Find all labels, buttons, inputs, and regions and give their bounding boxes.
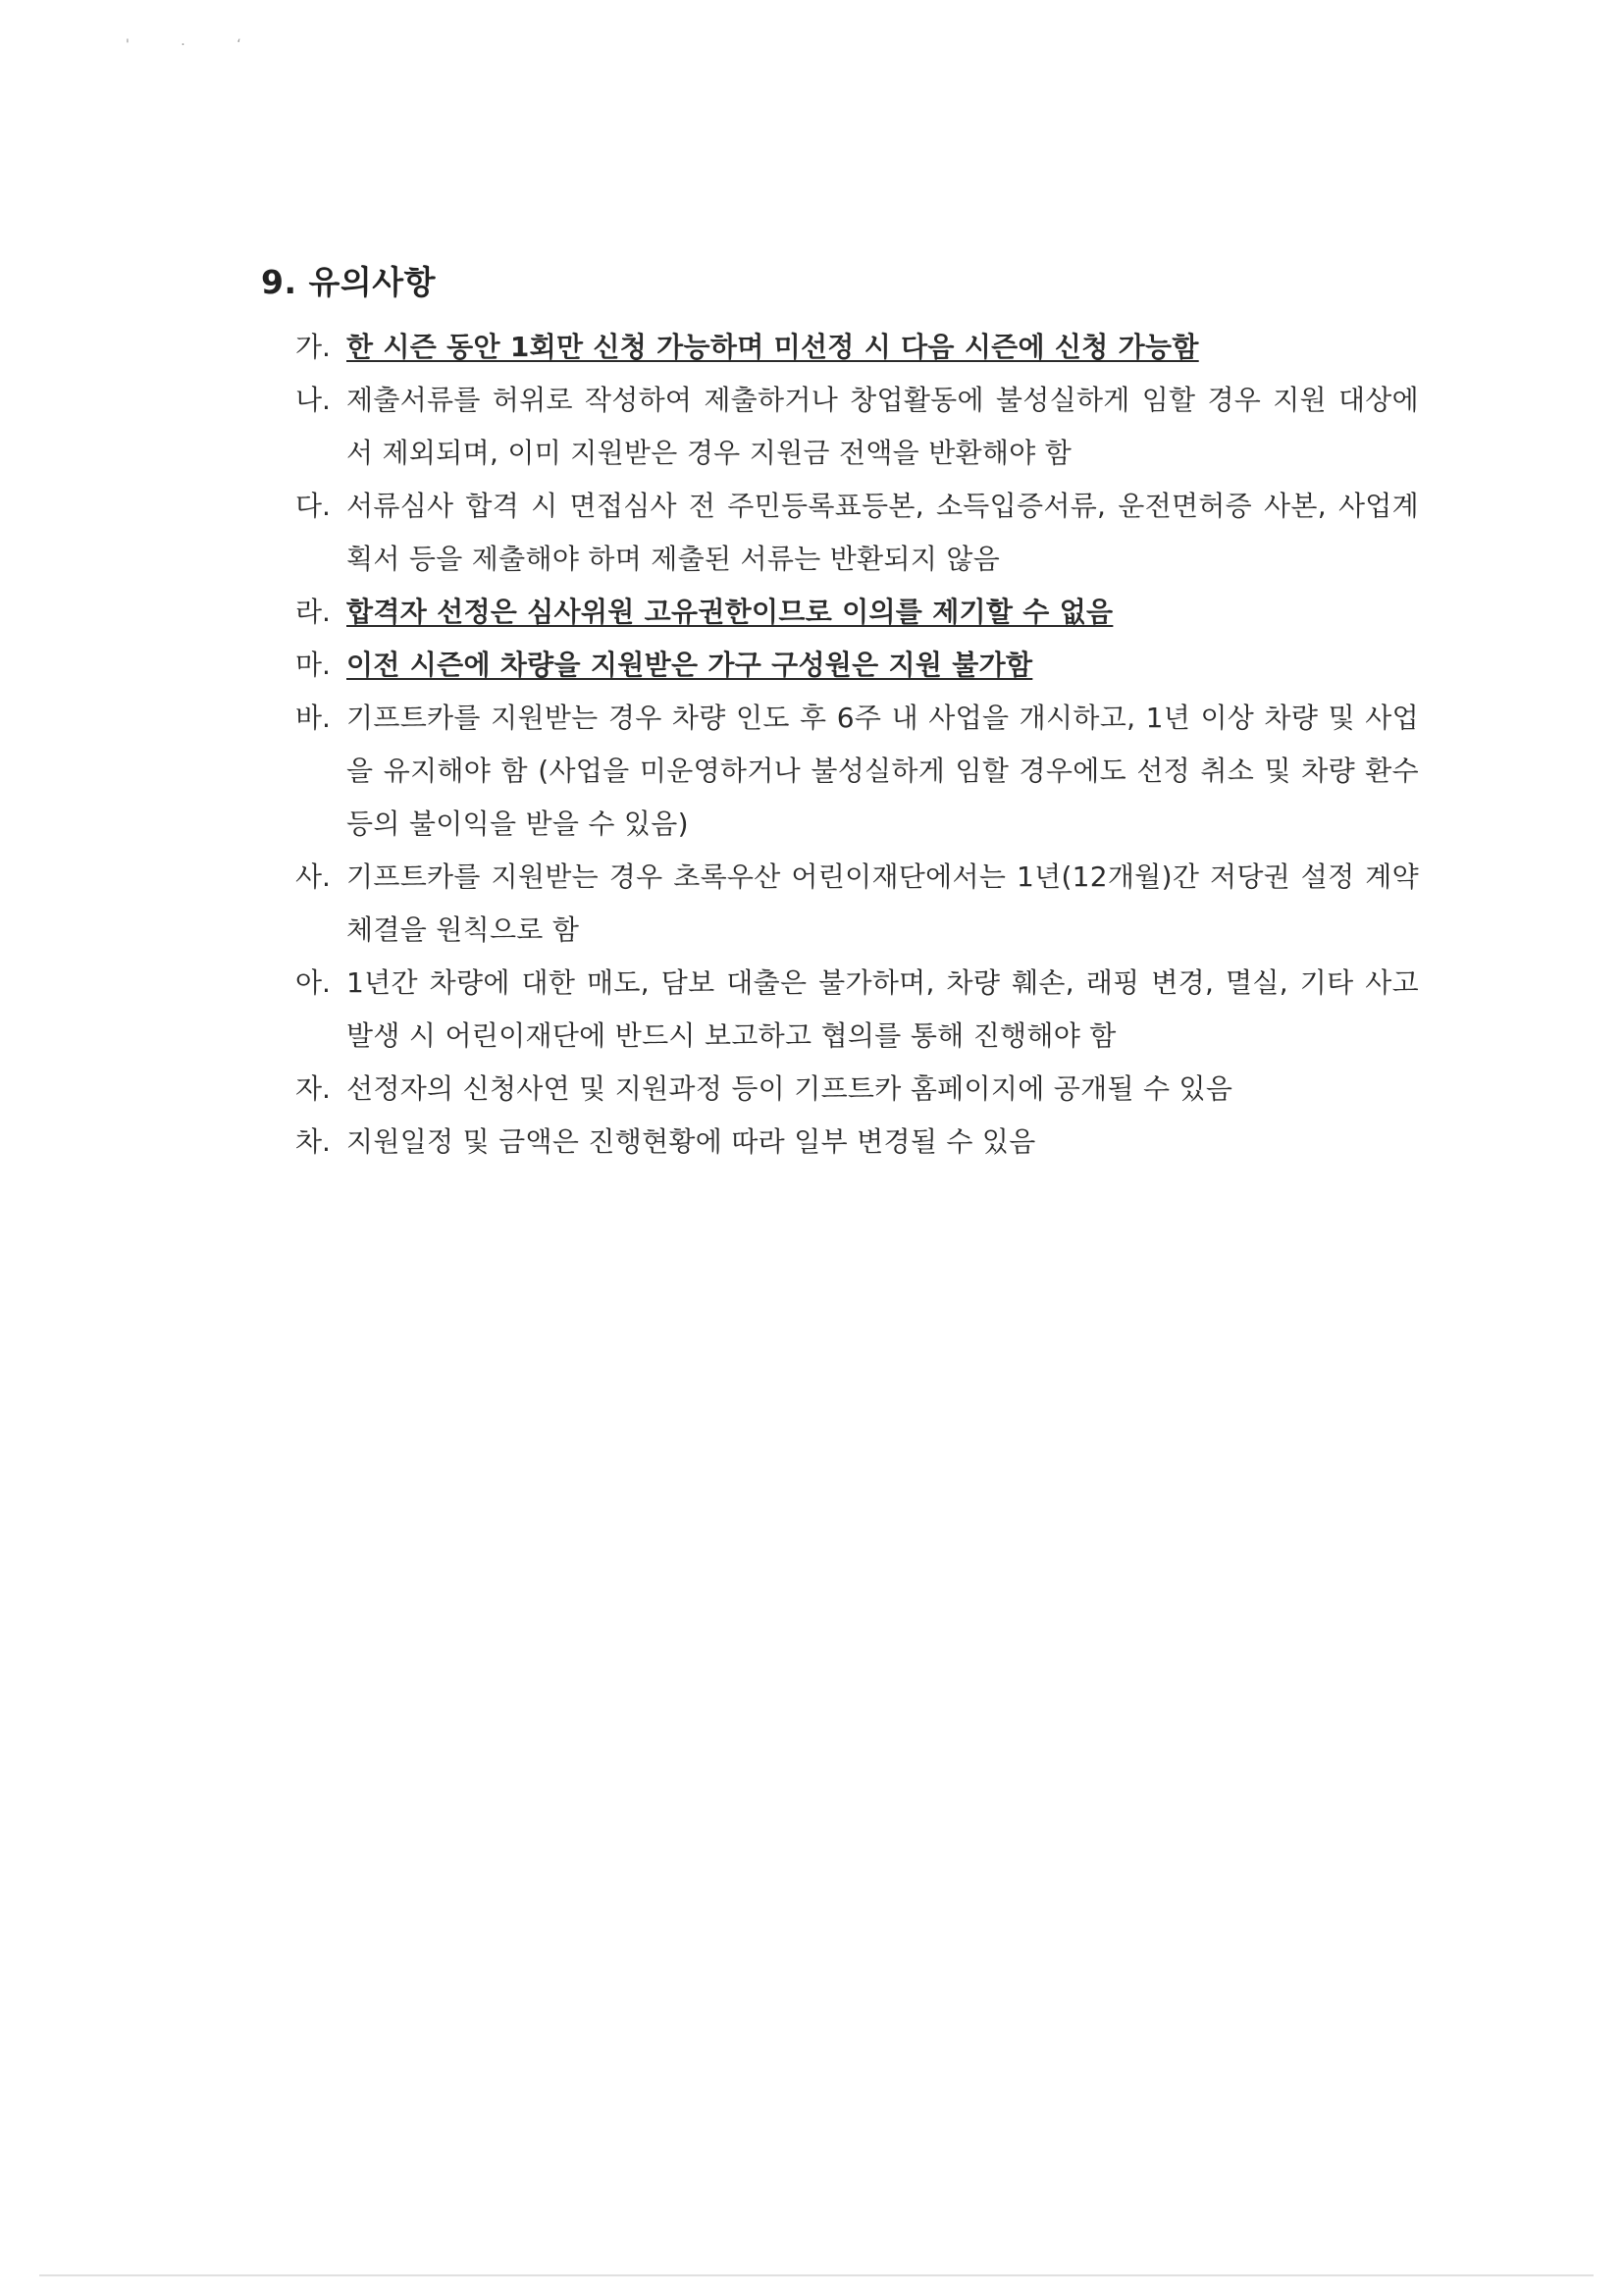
item-marker: 마. bbox=[295, 649, 331, 681]
notice-section bbox=[261, 257, 1419, 1169]
notice-list bbox=[261, 321, 1419, 1169]
item-text: 선정자의 신청사연 및 지원과정 등이 기프트카 홈페이지에 공개될 수 있음 bbox=[346, 1072, 1233, 1105]
notice-item bbox=[295, 639, 1419, 692]
item-text-emphasized: 이전 시즌에 차량을 지원받은 가구 구성원은 지원 불가함 bbox=[346, 649, 1033, 681]
notice-item bbox=[295, 586, 1419, 639]
item-text: 기프트카를 지원받는 경우 차량 인도 후 6주 내 사업을 개시하고, 1년 이상 차량 및 사업을 유지해야 함 (사업을 미운영하거나 불성실하게 임할 경우에도 선정 취소 및 차량 환수 등의 불이익을 받을 수 있음) bbox=[346, 702, 1419, 840]
item-text: 지원일정 및 금액은 진행현황에 따라 일부 변경될 수 있음 bbox=[346, 1125, 1036, 1158]
notice-item bbox=[295, 374, 1419, 480]
item-text: 1년간 차량에 대한 매도, 담보 대출은 불가하며, 차량 훼손, 래핑 변경, 멸실, 기타 사고 발생 시 어린이재단에 반드시 보고하고 협의를 통해 진행해야 함 bbox=[346, 966, 1419, 1052]
notice-item bbox=[295, 321, 1419, 374]
notice-item bbox=[295, 692, 1419, 851]
section-title: 9. 유의사항 bbox=[261, 263, 436, 301]
notice-item bbox=[295, 957, 1419, 1063]
item-text-emphasized: 합격자 선정은 심사위원 고유권한이므로 이의를 제기할 수 없음 bbox=[346, 596, 1114, 628]
notice-item bbox=[295, 480, 1419, 586]
item-marker: 라. bbox=[295, 596, 331, 628]
item-text: 서류심사 합격 시 면접심사 전 주민등록표등본, 소득입증서류, 운전면허증 사본, 사업계획서 등을 제출해야 하며 제출된 서류는 반환되지 않음 bbox=[346, 490, 1419, 575]
item-text: 기프트카를 지원받는 경우 초록우산 어린이재단에서는 1년(12개월)간 저당권 설정 계약 체결을 원칙으로 함 bbox=[346, 861, 1419, 946]
item-marker: 자. bbox=[295, 1072, 331, 1105]
notice-item bbox=[295, 1063, 1419, 1116]
notice-item bbox=[295, 1116, 1419, 1169]
notice-item bbox=[295, 851, 1419, 957]
item-marker: 가. bbox=[295, 331, 331, 363]
item-text-emphasized: 한 시즌 동안 1회만 신청 가능하며 미선정 시 다음 시즌에 신청 가능함 bbox=[346, 331, 1199, 363]
item-marker: 사. bbox=[295, 861, 331, 893]
scan-marks: ' · ‘ bbox=[126, 37, 265, 53]
item-text: 제출서류를 허위로 작성하여 제출하거나 창업활동에 불성실하게 임할 경우 지원 대상에서 제외되며, 이미 지원받은 경우 지원금 전액을 반환해야 함 bbox=[346, 384, 1419, 469]
item-marker: 다. bbox=[295, 490, 331, 522]
item-marker: 아. bbox=[295, 966, 331, 999]
scan-edge-line bbox=[39, 2274, 1594, 2276]
item-marker: 바. bbox=[295, 702, 331, 734]
item-marker: 차. bbox=[295, 1125, 331, 1158]
item-marker: 나. bbox=[295, 384, 331, 416]
